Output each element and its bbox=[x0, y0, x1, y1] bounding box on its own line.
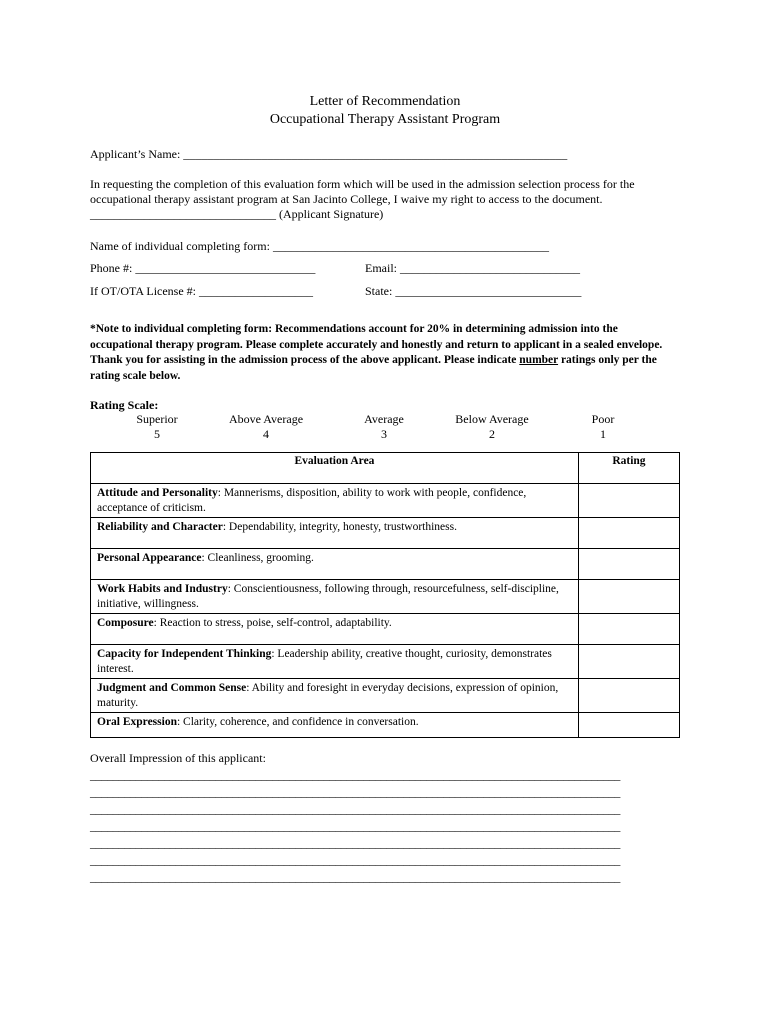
evaluation-area-header: Evaluation Area bbox=[91, 453, 579, 484]
criterion-name: Reliability and Character bbox=[97, 521, 223, 533]
scale-value: 5 bbox=[154, 427, 160, 441]
criterion-composure bbox=[91, 614, 579, 645]
criterion-name: Capacity for Independent Thinking bbox=[97, 648, 272, 660]
criterion-description: : Dependability, integrity, honesty, trustworthiness. bbox=[222, 521, 457, 533]
criterion-description: : Conscientiousness, following through, resourcefulness, self-discipline, initiative, willingness. bbox=[97, 583, 559, 610]
scale-level-average bbox=[324, 412, 444, 442]
rating-scale-heading: Rating Scale: bbox=[90, 398, 159, 412]
overall-impression-line[interactable]: _____________________________________________________________________________________________ bbox=[90, 768, 621, 782]
form-title: Letter of Recommendation bbox=[309, 94, 461, 109]
table-row bbox=[91, 518, 680, 549]
scale-value: 2 bbox=[489, 427, 495, 441]
criterion-description: : Ability and foresight in everyday decisions, expression of opinion, maturity. bbox=[97, 682, 559, 709]
criterion-oral-expression bbox=[91, 713, 579, 738]
applicant-name-field[interactable]: Applicant’s Name: ________________________________________________________________ bbox=[90, 147, 568, 161]
criterion-name: Composure bbox=[97, 617, 154, 629]
rating-cell-composure[interactable] bbox=[578, 614, 679, 645]
table-row bbox=[91, 549, 680, 580]
program-title: Occupational Therapy Assistant Program bbox=[269, 112, 501, 127]
criterion-reliability bbox=[91, 518, 579, 549]
table-row bbox=[91, 679, 680, 713]
criterion-description: : Clarity, coherence, and confidence in conversation. bbox=[176, 716, 419, 728]
table-row bbox=[91, 580, 680, 614]
evaluation-table bbox=[90, 452, 680, 738]
license-field[interactable]: If OT/OTA License #: ___________________ bbox=[90, 284, 314, 298]
criterion-work-habits bbox=[91, 580, 579, 614]
overall-impression-line[interactable]: _____________________________________________________________________________________________ bbox=[90, 802, 621, 816]
scale-label: Superior bbox=[136, 412, 178, 426]
criterion-appearance bbox=[91, 549, 579, 580]
scale-level-poor bbox=[543, 412, 663, 442]
waiver-line-1: In requesting the completion of this evaluation form which will be used in the admission selection process for the bbox=[90, 177, 635, 191]
scale-value: 3 bbox=[381, 427, 387, 441]
overall-impression-line[interactable]: _____________________________________________________________________________________________ bbox=[90, 870, 621, 884]
rating-header: Rating bbox=[578, 453, 679, 484]
overall-impression-line[interactable]: _____________________________________________________________________________________________ bbox=[90, 853, 621, 867]
applicant-signature-field[interactable]: _______________________________ (Applicant Signature) bbox=[90, 207, 384, 221]
rating-cell-oral-expression[interactable] bbox=[578, 713, 679, 738]
overall-impression-line[interactable]: _____________________________________________________________________________________________ bbox=[90, 819, 621, 833]
table-row bbox=[91, 713, 680, 738]
scale-label: Below Average bbox=[455, 412, 529, 426]
criterion-name: Oral Expression bbox=[97, 716, 177, 728]
table-row bbox=[91, 484, 680, 518]
criterion-independent-thinking bbox=[91, 645, 579, 679]
overall-impression-label: Overall Impression of this applicant: bbox=[90, 751, 266, 765]
criterion-name: Judgment and Common Sense bbox=[97, 682, 247, 694]
phone-field[interactable]: Phone #: ______________________________ bbox=[90, 261, 316, 275]
completion-note bbox=[90, 322, 680, 384]
rating-cell-appearance[interactable] bbox=[578, 549, 679, 580]
rating-cell-reliability[interactable] bbox=[578, 518, 679, 549]
rating-cell-attitude[interactable] bbox=[578, 484, 679, 518]
criterion-attitude bbox=[91, 484, 579, 518]
criterion-description: : Cleanliness, grooming. bbox=[201, 552, 314, 564]
criterion-name: Attitude and Personality bbox=[97, 487, 218, 499]
scale-label: Above Average bbox=[228, 412, 304, 426]
overall-impression-line[interactable]: _____________________________________________________________________________________________ bbox=[90, 836, 621, 850]
table-row bbox=[91, 614, 680, 645]
scale-value: 4 bbox=[263, 427, 269, 441]
rating-cell-work-habits[interactable] bbox=[578, 580, 679, 614]
scale-level-below-average bbox=[432, 412, 552, 442]
scale-level-superior bbox=[97, 412, 217, 442]
scale-value: 1 bbox=[600, 427, 606, 441]
note-text-before: *Note to individual completing form: Recommendations account for 20% in determining admission into the occupational therapy program. Please complete accurately and honestly and return to applicant in a sealed envelope. Thank you for assisting in the admission process of the above applicant. Please indicate bbox=[90, 323, 663, 366]
criterion-description: : Reaction to stress, poise, self-control, adaptability. bbox=[153, 617, 392, 629]
evaluation-table-header bbox=[91, 453, 680, 484]
waiver-line-2: occupational therapy assistant program at San Jacinto College, I waive my right to access to the document. bbox=[90, 192, 603, 206]
note-text-after: ratings only per the rating scale below. bbox=[90, 354, 657, 382]
criterion-description: : Mannerisms, disposition, ability to work with people, confidence, acceptance of criticism. bbox=[97, 487, 527, 514]
criterion-judgment bbox=[91, 679, 579, 713]
table-row bbox=[91, 645, 680, 679]
rating-cell-independent-thinking[interactable] bbox=[578, 645, 679, 679]
scale-level-above-average bbox=[206, 412, 326, 442]
email-field[interactable]: Email: ______________________________ bbox=[365, 261, 580, 275]
overall-impression-line[interactable]: _____________________________________________________________________________________________ bbox=[90, 785, 621, 799]
note-underlined-word: number bbox=[519, 354, 559, 366]
scale-label: Poor bbox=[591, 412, 615, 426]
criterion-name: Work Habits and Industry bbox=[97, 583, 228, 595]
criterion-name: Personal Appearance bbox=[97, 552, 202, 564]
completer-name-field[interactable]: Name of individual completing form: ______________________________________________ bbox=[90, 239, 549, 253]
scale-label: Average bbox=[364, 412, 404, 426]
criterion-description: : Leadership ability, creative thought, curiosity, demonstrates interest. bbox=[97, 648, 552, 675]
state-field[interactable]: State: _______________________________ bbox=[365, 284, 582, 298]
rating-cell-judgment[interactable] bbox=[578, 679, 679, 713]
